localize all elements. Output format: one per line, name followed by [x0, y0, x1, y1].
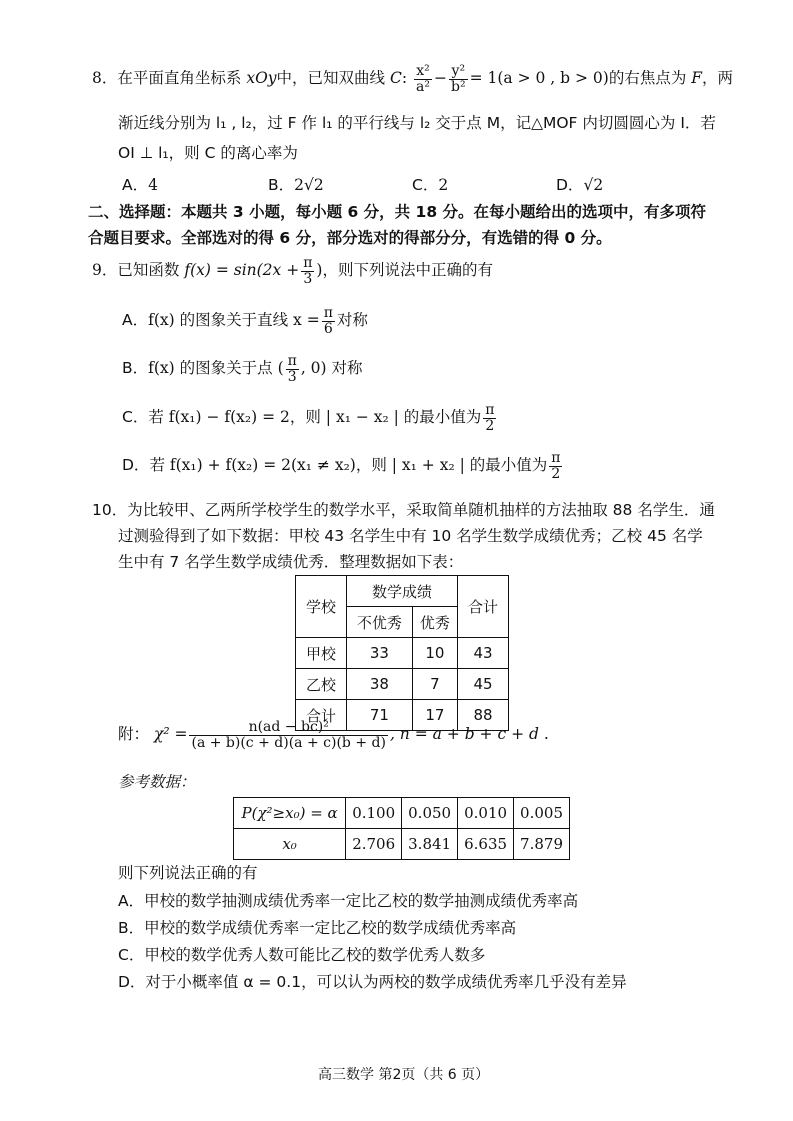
q9-option-d: D．若 f(x₁) + f(x₂) = 2(x₁ ≠ x₂)，则 | x₁ + x₂ | 的最小值为 $\frac{\pi}{2}$: [122, 450, 561, 482]
chi-square-reference-table: [233, 797, 570, 860]
q8-line3: OI ⊥ l₁，则 C 的离心率为: [118, 144, 298, 162]
table-row: x₀ 2.706 3.841 6.635 7.879: [234, 829, 570, 860]
q10-question: 则下列说法正确的有: [118, 864, 258, 882]
header-math-score: 数学成绩: [347, 576, 458, 607]
table-row: P(χ²≥x₀) = α 0.100 0.050 0.010 0.005: [234, 798, 570, 829]
hyperbola-x-fraction: $\frac{\text{x²}}{\text{a²}}$: [416, 63, 431, 95]
header-school: 学校: [296, 576, 347, 638]
q8-line1: 8．在平面直角坐标系 xOy中，已知双曲线 C: $\frac{\text{x²}}{\text{a²}}$ − $\frac{\text{y²}}{\text{b²}}$ = 1(a > 0 , b > 0)的右焦点为 F，两: [92, 63, 734, 95]
reference-data-label: 参考数据：: [118, 773, 196, 791]
q9-option-a: A．f(x) 的图象关于直线 x = $\frac{\pi}{6}$ 对称: [122, 305, 368, 337]
header-not-excellent: 不优秀: [347, 607, 413, 638]
page-footer: 高三数学 第2页（共 6 页）: [318, 1067, 490, 1083]
q10-line1: 10．为比较甲、乙两所学校学生的数学水平，采取简单随机抽样的方法抽取 88 名学生．通: [92, 501, 715, 519]
q8-line2: 渐近线分别为 l₁ , l₂，过 F 作 l₁ 的平行线与 l₂ 交于点 M，记△MOF 内切圆圆心为 I．若: [118, 114, 716, 132]
section2-line2: 合题目要求。全部选对的得 6 分，部分选对的得部分分，有选错的得 0 分。: [88, 229, 612, 247]
q8-option-c: C．2: [412, 176, 449, 194]
table-row: 合计 71 17 88: [296, 700, 509, 731]
contingency-table: [295, 575, 509, 731]
header-total: 合计: [458, 576, 509, 638]
header-excellent: 优秀: [412, 607, 457, 638]
section2-line1: 二、选择题：本题共 3 小题，每小题 6 分，共 18 分。在每小题给出的选项中，有多项符: [88, 203, 707, 221]
q9-stem: 9．已知函数 f(x) = sin(2x + $\frac{\pi}{3}$ )，则下列说法中正确的有: [92, 255, 493, 287]
q10-line3: 生中有 7 名学生数学成绩优秀．整理数据如下表：: [118, 553, 464, 571]
hyperbola-y-fraction: $\frac{\text{y²}}{\text{b²}}$: [451, 63, 466, 95]
q9-option-c: C．若 f(x₁) − f(x₂) = 2，则 | x₁ − x₂ | 的最小值为 $\frac{\pi}{2}$: [122, 402, 495, 434]
q8-option-b: B．2√2: [268, 176, 324, 194]
table-row: 甲校 33 10 43: [296, 638, 509, 669]
q10-option-d: D．对于小概率值 α = 0.1，可以认为两校的数学成绩优秀率几乎没有差异: [118, 973, 627, 991]
q10-option-c: C．甲校的数学优秀人数可能比乙校的数学优秀人数多: [118, 946, 486, 964]
chi-square-formula: 附： χ² = $\frac{\text{n(ad − bc)²}}{(a + b)(c + d)(a + c)(b + d)}$ , n = a + b + c + d .: [118, 719, 549, 751]
q8-option-d: D．√2: [556, 176, 604, 194]
q10-line2: 过测验得到了如下数据：甲校 43 名学生中有 10 名学生数学成绩优秀；乙校 45 名学: [118, 527, 703, 545]
table-row: 乙校 38 7 45: [296, 669, 509, 700]
q8-option-a: A．4: [122, 176, 158, 194]
q10-option-a: A．甲校的数学抽测成绩优秀率一定比乙校的数学抽测成绩优秀率高: [118, 892, 579, 910]
q10-option-b: B．甲校的数学成绩优秀率一定比乙校的数学成绩优秀率高: [118, 919, 517, 937]
q9-option-b: B．f(x) 的图象关于点 ( $\frac{\pi}{3}$ , 0) 对称: [122, 353, 363, 385]
